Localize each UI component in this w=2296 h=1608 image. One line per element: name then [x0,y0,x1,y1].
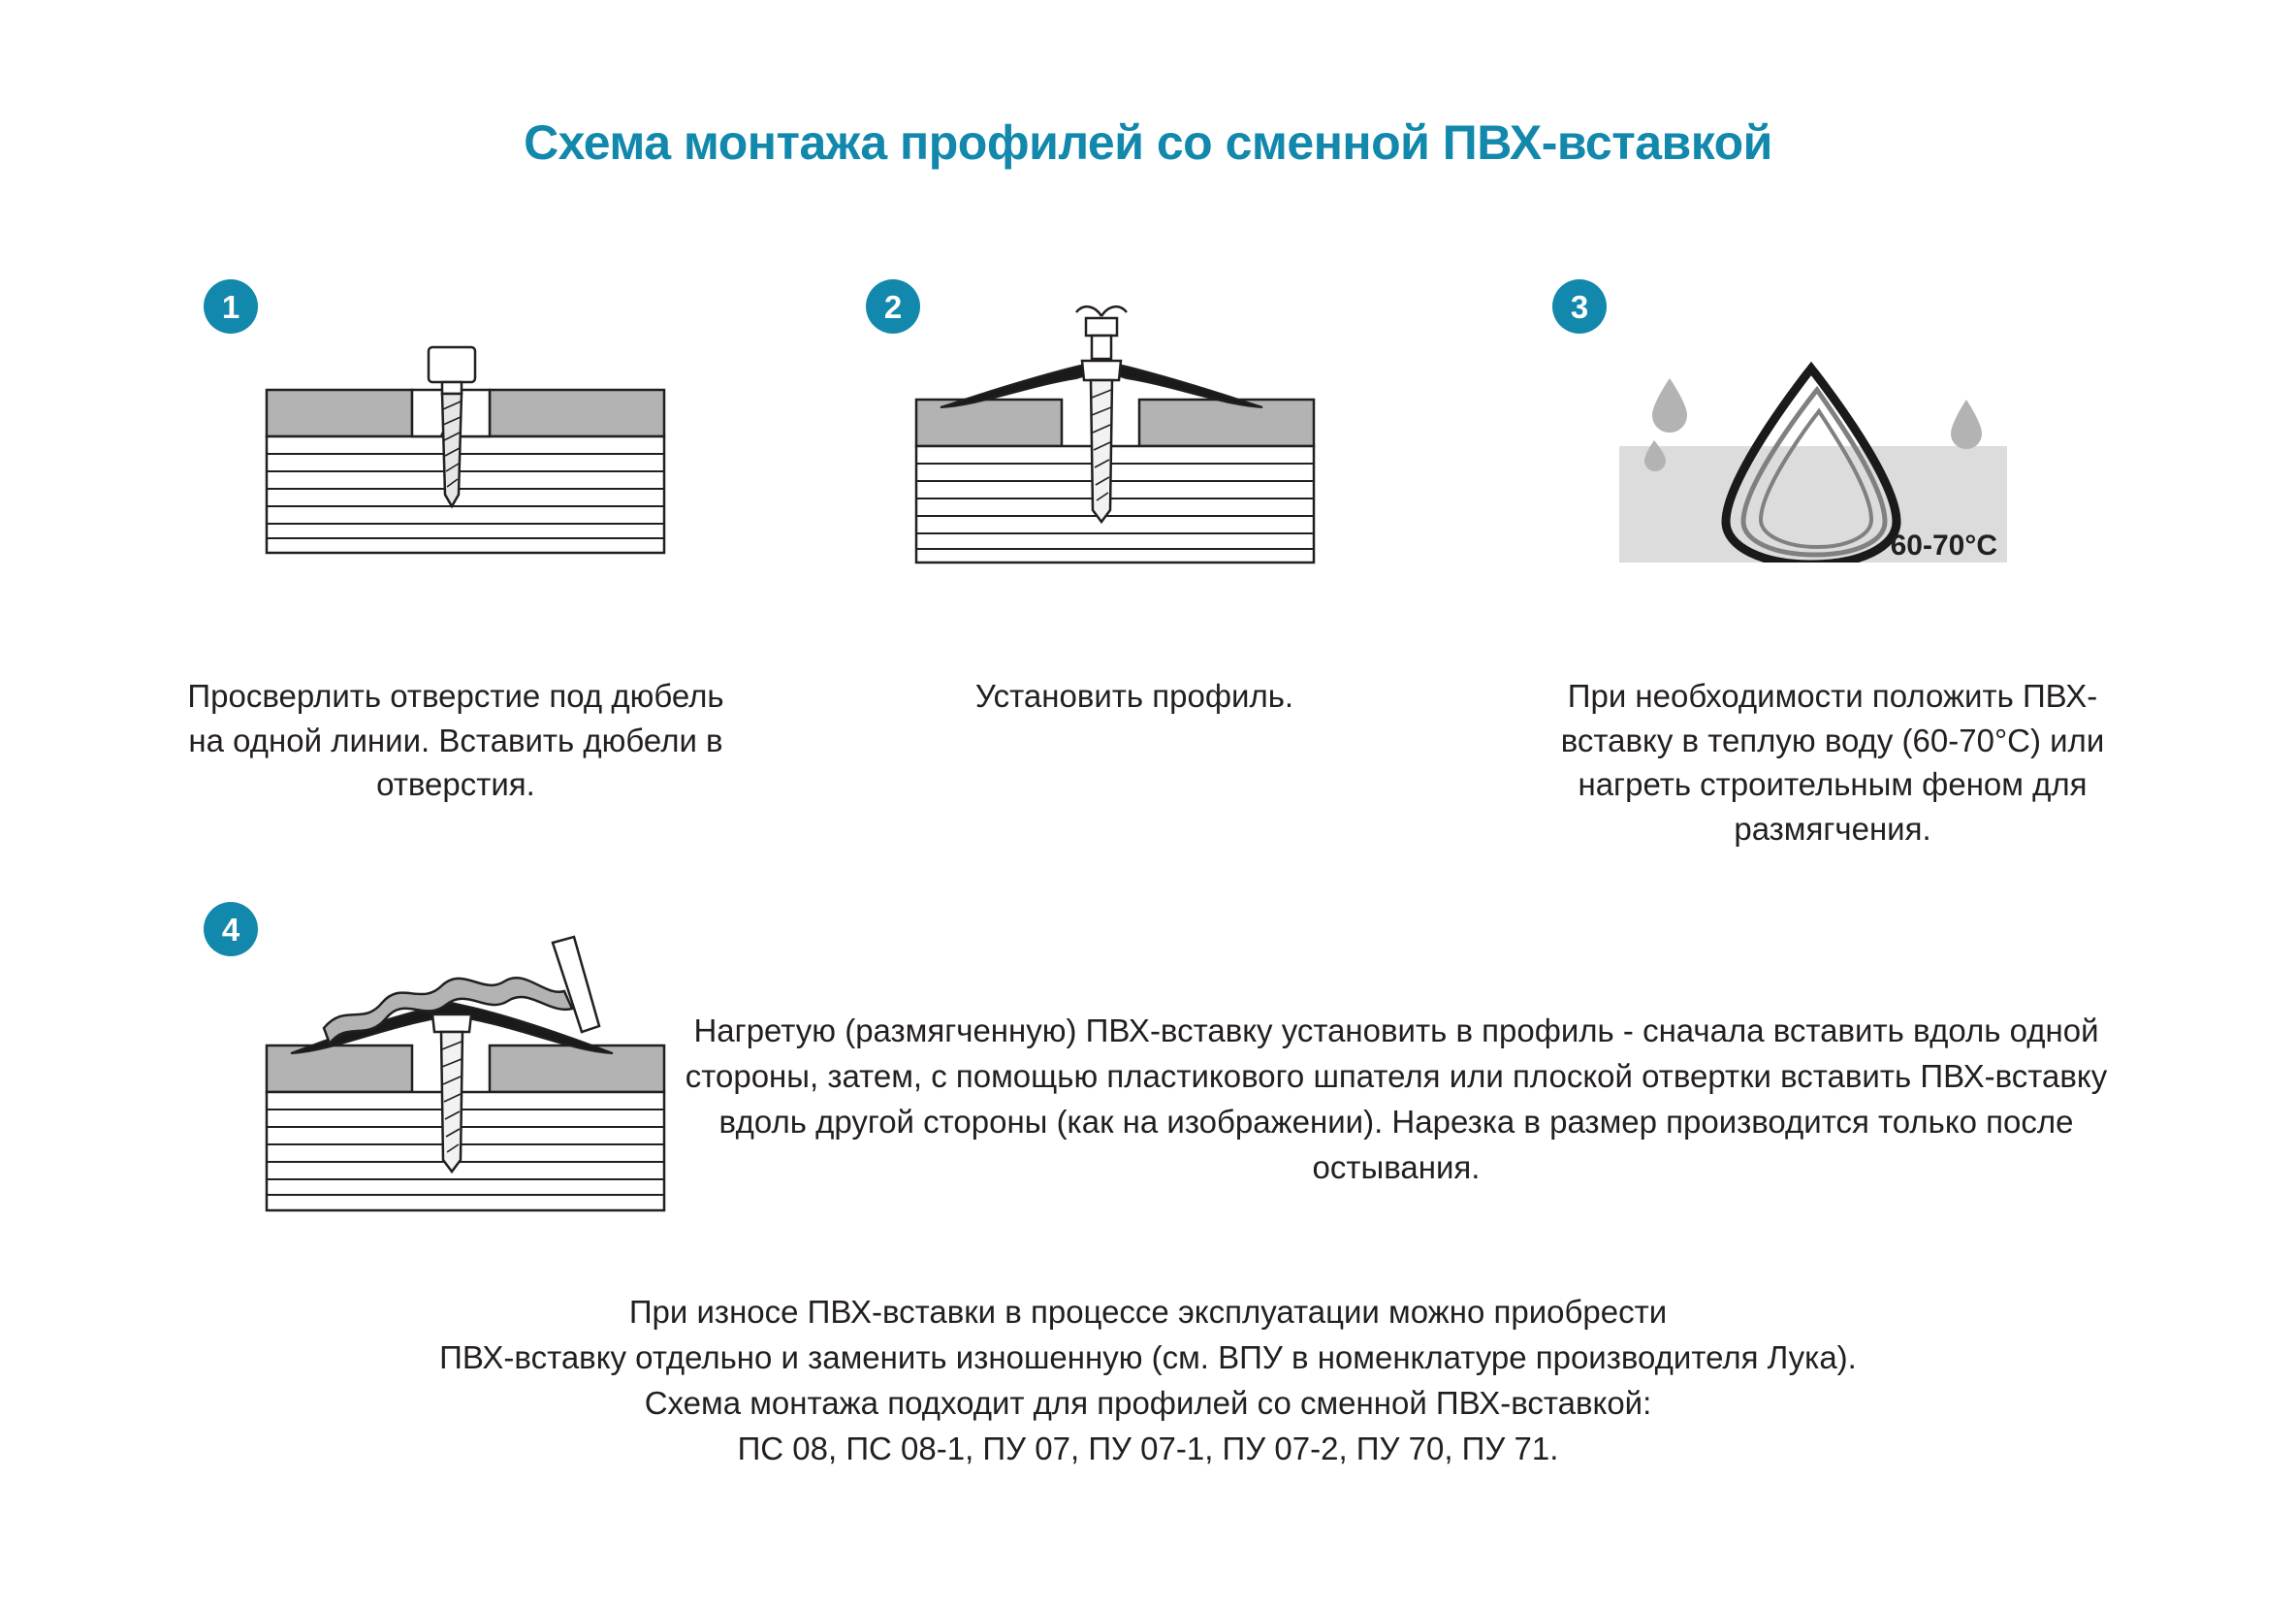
footer-line-3: Схема монтажа подходит для профилей со сменной ПВХ-вставкой: [644,1384,1652,1421]
drill-hole-diagram [262,339,669,563]
step-caption-2: Установить профиль. [974,678,1294,714]
footer-line-2: ПВХ-вставку отдельно и заменить изношенную (см. ВПУ в номенклатуре производителя Лука). [439,1338,1857,1375]
page-title: Схема монтажа профилей со сменной ПВХ-вставкой [524,115,1772,170]
footer-line-1: При износе ПВХ-вставки в процессе эксплуатации можно приобрести [628,1294,1668,1330]
step-caption-1: Просверлить отверстие под дюбель на одной линии. Вставить дюбели в отверстия. [187,678,724,803]
step-caption-3: При необходимости положить ПВХ-вставку в теплую воду (60-70°C) или нагреть строительным феном для размягчения. [1560,678,2105,847]
insert-pvc-diagram [262,931,669,1212]
step-caption-4: Нагретую (размягченную) ПВХ-вставку установить в профиль - сначала вставить вдоль одной стороны, затем, с помощью пластикового шпателя или плоской отвертки вставить ПВХ-вставку вдоль другой стороны (как на изображении). Нарезка в размер производится только после остывания. [685,1013,2108,1185]
warm-pvc-insert-diagram [1610,339,2017,563]
step-badge-1: 1 [204,279,258,334]
step-badge-2: 2 [866,279,920,334]
temperature-label: 60-70°C [1890,530,1997,562]
install-profile-diagram [911,301,1319,572]
step-badge-4: 4 [204,902,258,956]
step-badge-3: 3 [1552,279,1607,334]
footer-line-4: ПС 08, ПС 08-1, ПУ 07, ПУ 07-1, ПУ 07-2, ПУ 70, ПУ 71. [737,1430,1559,1466]
footer-note [178,1290,2118,1471]
